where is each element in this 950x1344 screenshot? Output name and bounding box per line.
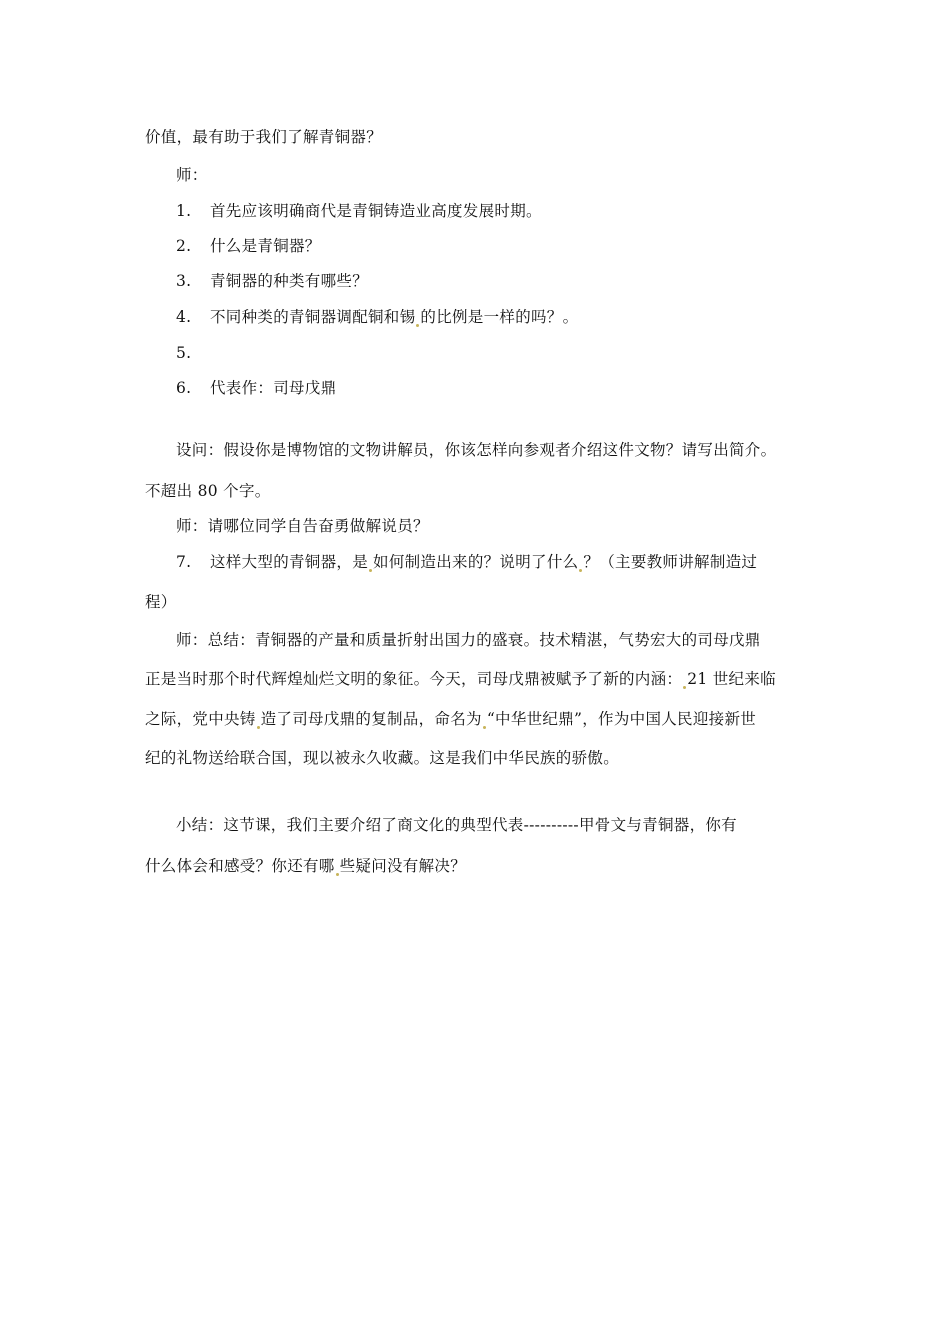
- conclusion-line: 小结：这节课，我们主要介绍了商文化的典型代表----------甲骨文与青铜器，你有: [176, 816, 737, 834]
- summary-text: 造了司母戊鼎的复制品，命名为: [260, 710, 482, 728]
- summary-line: [145, 669, 776, 689]
- list-text: 这样大型的青铜器，是: [210, 553, 369, 571]
- list-item-7-continued: 程）: [145, 593, 177, 611]
- list-text: 什么是青铜器？: [210, 237, 321, 255]
- conclusion-text: 什么体会和感受？你还有哪: [145, 857, 335, 875]
- list-number: 2.: [176, 237, 192, 255]
- list-text: 青铜器的种类有哪些？: [210, 272, 369, 290]
- annotation-mark: [483, 726, 486, 729]
- list-text: ？（主要教师讲解制造过: [583, 553, 758, 571]
- list-text: 不同种类的青铜器调配铜和锡: [210, 308, 416, 326]
- annotation-mark: [416, 324, 419, 327]
- list-number: 3.: [176, 272, 192, 290]
- list-item-3: [176, 271, 368, 291]
- teacher-label: 师：: [176, 166, 208, 184]
- list-item-4: [176, 307, 578, 327]
- list-text: 首先应该明确商代是青铜铸造业高度发展时期。: [210, 202, 542, 220]
- question-line: 设问：假设你是博物馆的文物讲解员，你该怎样向参观者介绍这件文物？请写出简介。: [176, 441, 777, 459]
- list-number: 4.: [176, 308, 192, 326]
- list-number: 6.: [176, 379, 192, 397]
- list-item-7: [176, 552, 757, 572]
- annotation-mark: [257, 726, 260, 729]
- annotation-mark: [369, 569, 372, 572]
- list-item-5: [176, 343, 210, 363]
- annotation-mark: [336, 873, 339, 876]
- annotation-mark: [579, 569, 582, 572]
- paragraph-line: 价值，最有助于我们了解青铜器？: [145, 128, 383, 146]
- summary-line: 师：总结：青铜器的产量和质量折射出国力的盛衰。技术精湛，气势宏大的司母戊鼎: [176, 631, 761, 649]
- list-item-1: [176, 201, 542, 221]
- summary-line: 纪的礼物送给联合国，现以被永久收藏。这是我们中华民族的骄傲。: [145, 749, 620, 767]
- question-line: 不超出 80 个字。: [145, 482, 271, 500]
- list-number: 5.: [176, 344, 192, 362]
- summary-text: “中华世纪鼎”，作为中国人民迎接新世: [486, 710, 757, 728]
- list-number: 7.: [176, 553, 192, 571]
- conclusion-text: 些疑问没有解决？: [339, 857, 467, 875]
- summary-text: 之际，党中央铸: [145, 710, 256, 728]
- annotation-mark: [683, 686, 686, 689]
- list-text: 代表作：司母戊鼎: [210, 379, 337, 397]
- list-item-6: [176, 378, 336, 398]
- list-text: 的比例是一样的吗？。: [420, 308, 579, 326]
- summary-line: [145, 709, 756, 729]
- summary-text: 正是当时那个时代辉煌灿烂文明的象征。今天，司母戊鼎被赋予了新的内涵：: [145, 670, 683, 688]
- teacher-line: 师：请哪位同学自告奋勇做解说员？: [176, 517, 429, 535]
- list-text: 如何制造出来的？说明了什么: [373, 553, 579, 571]
- list-item-2: [176, 236, 321, 256]
- summary-text: 21 世纪来临: [687, 670, 776, 688]
- list-number: 1.: [176, 202, 192, 220]
- conclusion-line: [145, 856, 466, 876]
